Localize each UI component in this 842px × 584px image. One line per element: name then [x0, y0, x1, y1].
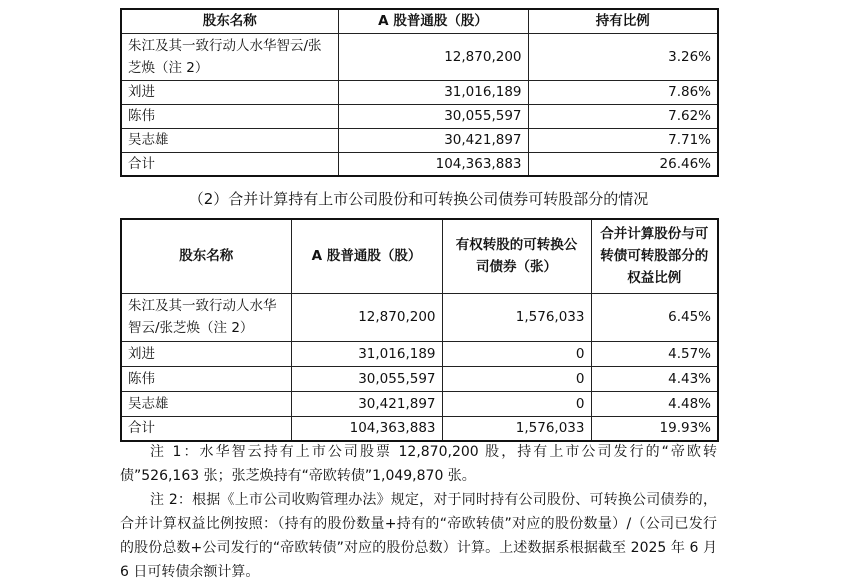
shares: 30,055,597: [291, 366, 442, 391]
ratio: 19.93%: [591, 416, 718, 441]
table-row: [121, 391, 718, 416]
shares: 30,421,897: [338, 128, 528, 152]
table-row: [121, 293, 718, 341]
combined-holding-table: [120, 218, 719, 442]
header-cell: 股东名称: [121, 9, 338, 33]
ratio: 7.71%: [528, 128, 718, 152]
shares: 104,363,883: [291, 416, 442, 441]
total-row: [121, 416, 718, 441]
shareholder-name: 吴志雄: [121, 128, 338, 152]
shareholding-table: [120, 8, 719, 177]
section-subtitle: （2）合并计算持有上市公司股份和可转换公司债券可转股部分的情况: [188, 190, 649, 208]
table-header-row: [121, 219, 718, 293]
shareholder-name: 合计: [121, 152, 338, 176]
footnotes: [120, 440, 717, 584]
convertible-bonds: 0: [442, 366, 591, 391]
header-cell: 股东名称: [121, 219, 291, 293]
shares: 12,870,200: [291, 293, 442, 341]
table-row: [121, 104, 718, 128]
table-row: [121, 366, 718, 391]
shares: 104,363,883: [338, 152, 528, 176]
shareholder-name: 朱江及其一致行动人水华智云/张芝焕（注 2）: [121, 33, 338, 80]
shares: 31,016,189: [338, 80, 528, 104]
shares: 30,421,897: [291, 391, 442, 416]
shareholder-name: 陈伟: [121, 366, 291, 391]
ratio: 4.43%: [591, 366, 718, 391]
table-header-row: [121, 9, 718, 33]
shares: 31,016,189: [291, 341, 442, 366]
header-cell: 有权转股的可转换公司债券（张）: [442, 219, 591, 293]
note-1: 注 1：水华智云持有上市公司股票 12,870,200 股，持有上市公司发行的“帝欧转债”526,163 张；张芝焕持有“帝欧转债”1,049,870 张。: [120, 444, 717, 484]
shareholder-name: 刘进: [121, 80, 338, 104]
header-cell: 持有比例: [528, 9, 718, 33]
header-cell: A 股普通股（股）: [338, 9, 528, 33]
ratio: 7.62%: [528, 104, 718, 128]
shareholder-name: 吴志雄: [121, 391, 291, 416]
header-cell: A 股普通股（股）: [291, 219, 442, 293]
ratio: 6.45%: [591, 293, 718, 341]
total-row: [121, 152, 718, 176]
ratio: 26.46%: [528, 152, 718, 176]
shareholder-name: 朱江及其一致行动人水华智云/张芝焕（注 2）: [121, 293, 291, 341]
shareholder-name: 刘进: [121, 341, 291, 366]
ratio: 3.26%: [528, 33, 718, 80]
shareholder-name: 合计: [121, 416, 291, 441]
table-row: [121, 33, 718, 80]
convertible-bonds: 1,576,033: [442, 416, 591, 441]
convertible-bonds: 0: [442, 341, 591, 366]
table-row: [121, 341, 718, 366]
convertible-bonds: 0: [442, 391, 591, 416]
ratio: 7.86%: [528, 80, 718, 104]
note-2: 注 2：根据《上市公司收购管理办法》规定，对于同时持有公司股份、可转换公司债券的，合并计算权益比例按照：（持有的股份数量+持有的“帝欧转债”对应的股份数量）/（公司已发行的股份总数+公司发行的“帝欧转债”对应的股份总数）计算。上述数据系根据截至 2025 年 6 月 6 日可转债余额计算。: [120, 492, 717, 580]
table-row: [121, 80, 718, 104]
shareholder-name: 陈伟: [121, 104, 338, 128]
shares: 12,870,200: [338, 33, 528, 80]
ratio: 4.48%: [591, 391, 718, 416]
shares: 30,055,597: [338, 104, 528, 128]
header-cell: 合并计算股份与可转债可转股部分的权益比例: [591, 219, 718, 293]
table-row: [121, 128, 718, 152]
convertible-bonds: 1,576,033: [442, 293, 591, 341]
ratio: 4.57%: [591, 341, 718, 366]
